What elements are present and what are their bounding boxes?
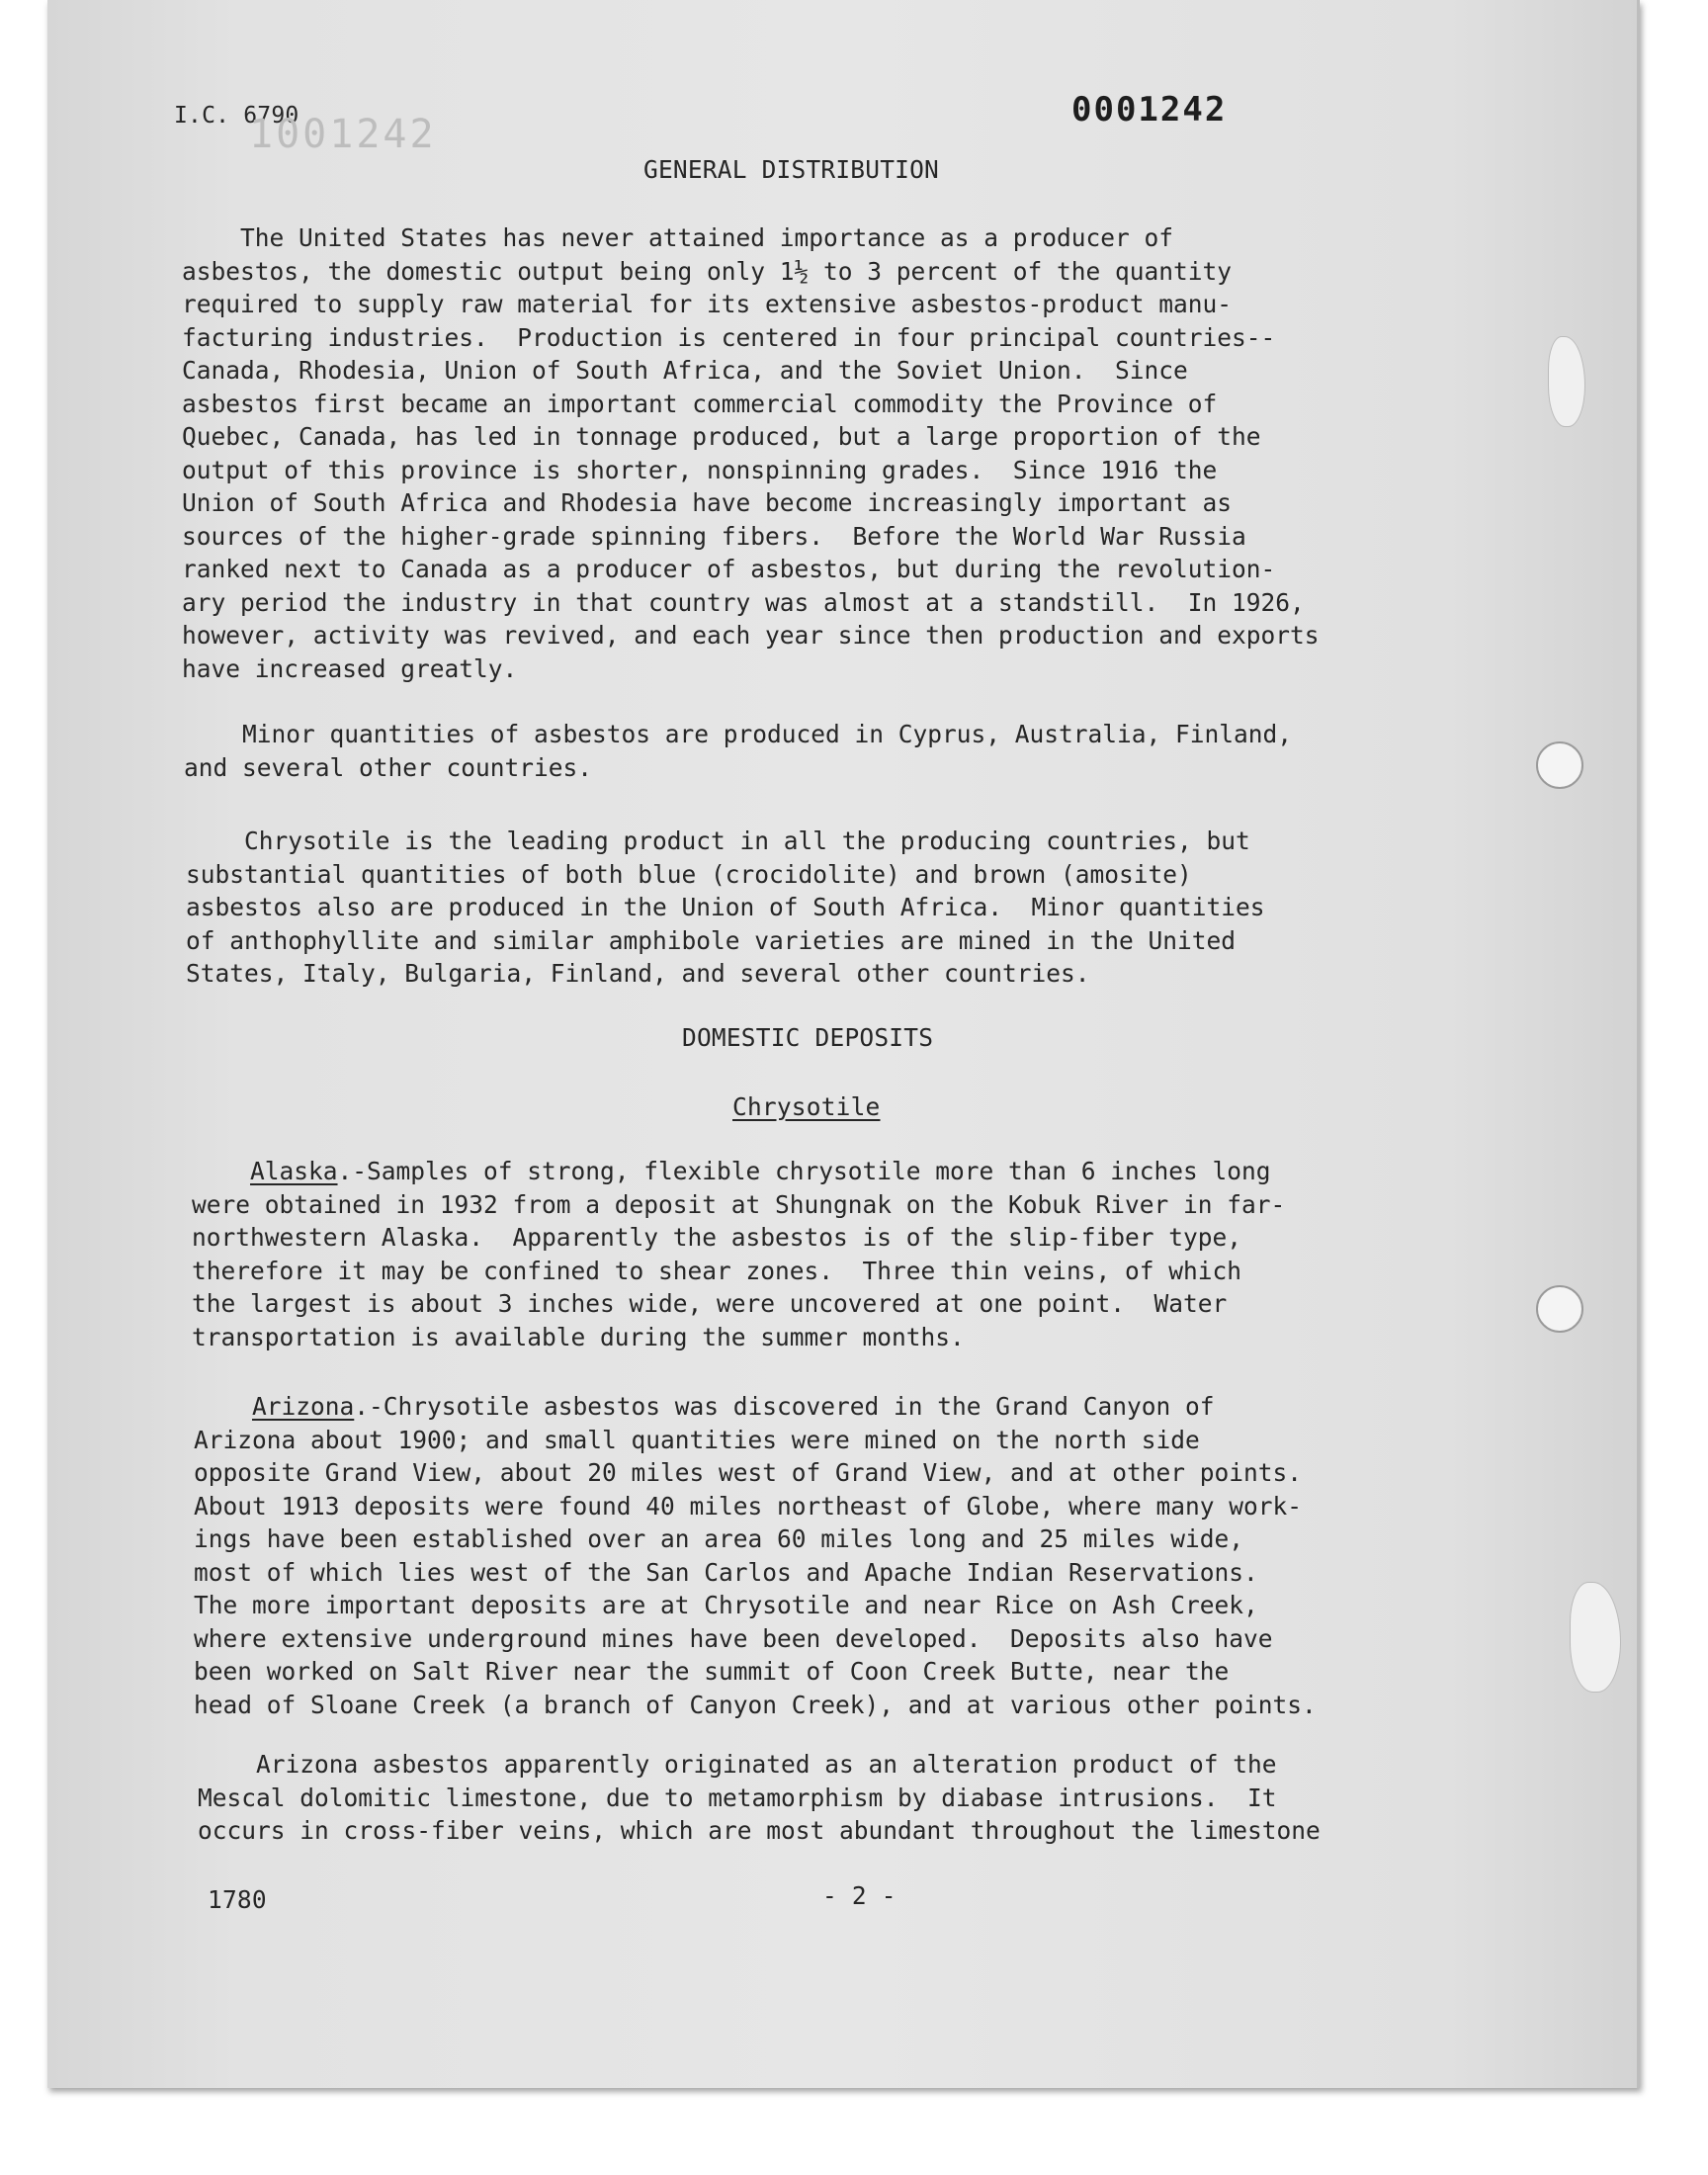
text-line: Mescal dolomitic limestone, due to metamorphism by diabase intrusions. It (198, 1783, 1277, 1812)
arizona-first-line: .-Chrysotile asbestos was discovered in the Grand Canyon of (354, 1392, 1215, 1421)
text-line (194, 1390, 1317, 1424)
subsection-title-chrysotile: Chrysotile (732, 1092, 881, 1121)
text-line: facturing industries. Production is centered in four principal countries-- (182, 322, 1276, 352)
text-line: Quebec, Canada, has led in tonnage produced, but a large proportion of the (182, 422, 1261, 451)
text-line: output of this province is shorter, nonspinning grades. Since 1916 the (182, 455, 1218, 484)
text-line: head of Sloane Creek (a branch of Canyon Creek), and at various other points. (194, 1690, 1317, 1719)
text-line: substantial quantities of both blue (crocidolite) and brown (amosite) (186, 859, 1192, 889)
paragraph-chrysotile-leading (186, 825, 1265, 991)
text-line: sources of the higher-grade spinning fibers. Before the World War Russia (182, 521, 1246, 551)
text-line: most of which lies west of the San Carlos and Apache Indian Reservations. (194, 1557, 1258, 1587)
paper-tear-bottom (1570, 1582, 1621, 1693)
text-line: where extensive underground mines have been developed. Deposits also have (194, 1623, 1273, 1653)
text-line: asbestos also are produced in the Union of South Africa. Minor quantities (186, 893, 1265, 921)
text-line: The more important deposits are at Chrysotile and near Rice on Ash Creek, (194, 1591, 1258, 1619)
paragraph-alaska (192, 1155, 1285, 1353)
text-line: and several other countries. (184, 752, 593, 782)
text-line: of anthophyllite and similar amphibole varieties are mined in the United (186, 925, 1237, 955)
text-line: ranked next to Canada as a producer of asbestos, but during the revolution- (182, 555, 1276, 583)
text-line: were obtained in 1932 from a deposit at Shungnak on the Kobuk River in far- (192, 1189, 1286, 1219)
text-line: northwestern Alaska. Apparently the asbestos is of the slip-fiber type, (192, 1223, 1242, 1252)
text-line: Chrysotile is the leading product in all the producing countries, but (186, 826, 1250, 855)
paper-tear-top (1548, 336, 1585, 427)
page-number: - 2 - (822, 1881, 897, 1910)
alaska-heading: Alaska (250, 1157, 338, 1185)
punch-hole-bottom (1536, 1285, 1583, 1333)
footer-code: 1780 (208, 1885, 267, 1914)
text-line: Arizona asbestos apparently originated as an alteration product of the (198, 1750, 1277, 1779)
text-line: required to supply raw material for its extensive asbestos-product manu- (182, 290, 1233, 318)
text-line (192, 1155, 1285, 1188)
paragraph-arizona-origin (198, 1748, 1321, 1848)
text-line: About 1913 deposits were found 40 miles northeast of Globe, where many work- (194, 1491, 1303, 1521)
paragraph-arizona (194, 1390, 1317, 1721)
text-line: however, activity was revived, and each year since then production and exports (182, 621, 1320, 650)
text-line: The United States has never attained importance as a producer of (182, 223, 1174, 252)
section-title-domestic-deposits: DOMESTIC DEPOSITS (682, 1023, 934, 1052)
text-line: opposite Grand View, about 20 miles west of Grand View, and at other points. (194, 1458, 1303, 1487)
text-line: the largest is about 3 inches wide, were uncovered at one point. Water (192, 1289, 1228, 1318)
text-line: been worked on Salt River near the summit of Coon Creek Butte, near the (194, 1657, 1230, 1686)
text-line: asbestos first became an important commercial commodity the Province of (182, 389, 1218, 418)
text-line: Minor quantities of asbestos are produced in Cyprus, Australia, Finland, (184, 720, 1293, 748)
text-line: States, Italy, Bulgaria, Finland, and several other countries. (186, 959, 1090, 988)
paragraph-minor-quantities (184, 718, 1292, 784)
stamp-number: 0001242 (1071, 90, 1228, 130)
text-line: therefore it may be confined to shear zones. Three thin veins, of which (192, 1256, 1242, 1285)
text-line: have increased greatly. (182, 653, 518, 683)
text-line: ings have been established over an area 60 miles long and 25 miles wide, (194, 1524, 1244, 1553)
text-line: Canada, Rhodesia, Union of South Africa, and the Soviet Union. Since (182, 356, 1188, 385)
text-line: Union of South Africa and Rhodesia have become increasingly important as (182, 488, 1233, 517)
text-line: asbestos, the domestic output being only 1½ to 3 percent of the quantity (182, 256, 1233, 286)
text-line: occurs in cross-fiber veins, which are most abundant throughout the limestone (198, 1816, 1321, 1845)
section-title-general-distribution: GENERAL DISTRIBUTION (643, 155, 940, 184)
text-line: transportation is available during the summer months. (192, 1322, 965, 1351)
document-id: I.C. 6790 (174, 103, 299, 129)
text-line: Arizona about 1900; and small quantities were mined on the north side (194, 1425, 1200, 1454)
arizona-heading: Arizona (252, 1392, 355, 1421)
punch-hole-top (1536, 741, 1583, 789)
alaska-first-line: .-Samples of strong, flexible chrysotile more than 6 inches long (337, 1157, 1271, 1185)
paragraph-general-distribution (182, 221, 1320, 685)
ghost-stamp-number: 1001242 (249, 112, 437, 157)
text-line: ary period the industry in that country was almost at a standstill. In 1926, (182, 587, 1305, 617)
